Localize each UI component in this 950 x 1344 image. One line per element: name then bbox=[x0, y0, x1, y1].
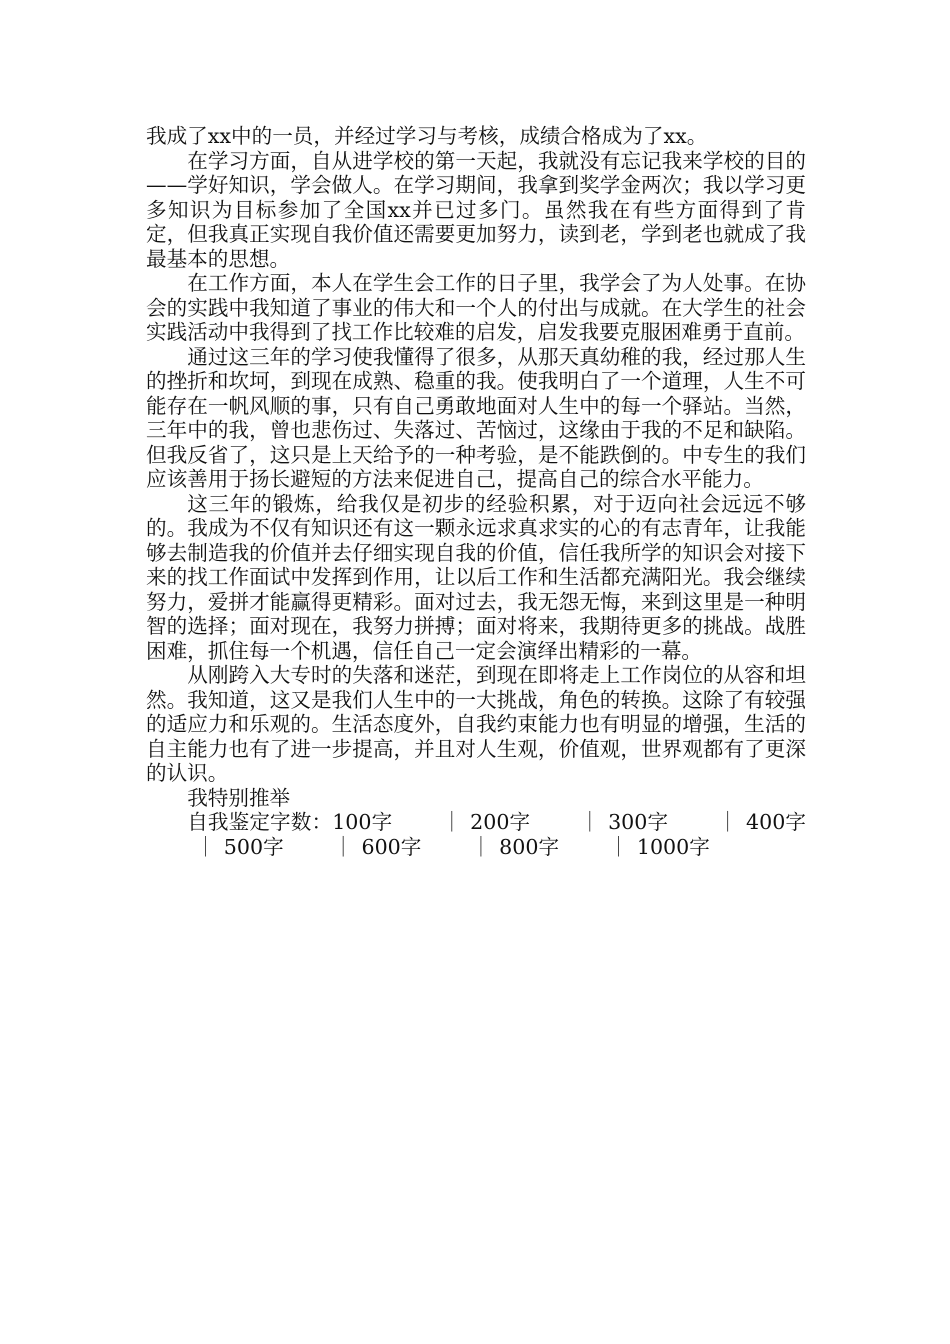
word-count-link[interactable]: 600字 bbox=[361, 834, 422, 859]
word-count-link[interactable]: 200字 bbox=[470, 810, 531, 834]
link-separator: ｜ bbox=[579, 810, 601, 834]
paragraph-growth: 通过这三年的学习使我懂得了很多，从那天真幼稚的我，经过那人生的挫折和坎坷，到现在成熟、稳重的我。使我明白了一个道理，人生不可能存在一帆风顺的事，只有自己勇敢地面对人生中的每一个驿站。当然，三年中的我，曾也悲伤过、失落过、苦恼过，这缘由于我的不足和缺陷。但我反省了，这只是上天给予的一种考验，是不能跌倒的。中专生的我们应该善用于扬长避短的方法来促进自己，提高自己的综合水平能力。 bbox=[146, 344, 806, 491]
document-body bbox=[146, 124, 806, 859]
paragraph-work: 在工作方面，本人在学生会工作的日子里，我学会了为人处事。在协会的实践中我知道了事业的伟大和一个人的付出与成就。在大学生的社会实践活动中我得到了找工作比较难的启发，启发我要克服困难勇于直前。 bbox=[146, 271, 806, 344]
word-count-link[interactable]: 400字 bbox=[746, 810, 807, 834]
paragraph-intro: 我成了xx中的一员，并经过学习与考核，成绩合格成为了xx。 bbox=[146, 124, 708, 148]
word-count-link[interactable]: 300字 bbox=[608, 810, 669, 834]
word-count-link[interactable]: 800字 bbox=[499, 834, 560, 859]
paragraph-study: 在学习方面，自从进学校的第一天起，我就没有忘记我来学校的目的——学好知识，学会做人。在学习期间，我拿到奖学金两次；我以学习更多知识为目标参加了全国xx并已过多门。虽然我在有些方面得到了肯定，但我真正实现自我价值还需要更加努力，读到老，学到老也就成了我最基本的思想。 bbox=[146, 148, 806, 271]
paragraph-training: 这三年的锻炼，给我仅是初步的经验积累，对于迈向社会远远不够的。我成为不仅有知识还有这一颗永远求真求实的心的有志青年，让我能够去制造我的价值并去仔细实现自我的价值，信任我所学的知识会对接下来的找工作面试中发挥到作用，让以后工作和生活都充满阳光。我会继续努力，爱拼才能赢得更精彩。面对过去，我无怨无悔，来到这里是一种明智的选择；面对现在，我努力拼搏；面对将来，我期待更多的挑战。战胜困难，抓住每一个机遇，信任自己一定会演绎出精彩的一幕。 bbox=[146, 491, 806, 663]
link-separator: ｜ bbox=[717, 810, 738, 834]
link-separator: ｜ bbox=[608, 834, 629, 859]
paragraph-transition: 从刚跨入大专时的失落和迷茫，到现在即将走上工作岗位的从容和坦然。我知道，这又是我们人生中的一大挑战，角色的转换。这除了有较强的适应力和乐观的。生活态度外，自我约束能力也有明显的增强，生活的自主能力也有了进一步提高，并且对人生观，价值观，世界观都有了更深的认识。 bbox=[146, 663, 806, 785]
link-separator: ｜ bbox=[332, 834, 354, 859]
word-count-label: 自我鉴定字数： bbox=[187, 810, 333, 834]
paragraph-recommend: 我特别推举 bbox=[187, 785, 291, 810]
word-count-link[interactable]: 1000字 bbox=[636, 834, 710, 859]
word-count-link[interactable]: 100字 bbox=[332, 810, 393, 834]
link-separator: ｜ bbox=[441, 810, 463, 834]
word-count-link[interactable]: 500字 bbox=[223, 834, 284, 859]
link-separator: ｜ bbox=[470, 834, 492, 859]
word-count-line bbox=[146, 810, 806, 859]
link-separator: ｜ bbox=[195, 834, 216, 859]
